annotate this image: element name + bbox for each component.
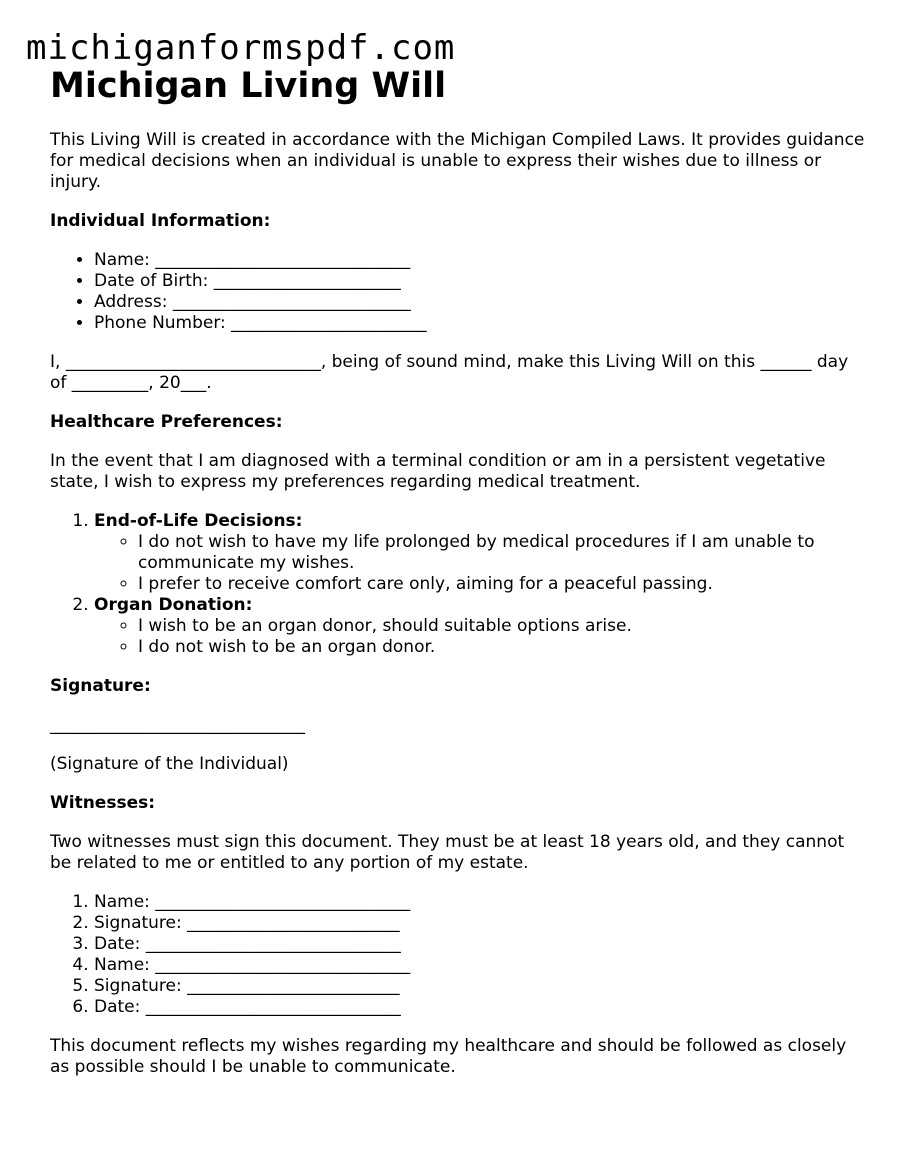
list-item: 6. Date: ______________________________	[94, 997, 865, 1018]
witnesses-paragraph: Two witnesses must sign this document. They must be at least 18 years old, and they cannot be related to me or entitled to any portion of my estate.	[50, 832, 845, 873]
list-item: 1. Name: ______________________________	[94, 892, 865, 913]
individual-info-heading: Individual Information:	[50, 211, 271, 231]
end-of-life-label: End-of-Life Decisions:	[94, 511, 303, 531]
list-item: • Address: ____________________________	[94, 292, 865, 313]
signature-heading: Signature:	[50, 676, 151, 696]
list-item	[94, 511, 865, 595]
end-of-life-options	[94, 532, 865, 595]
list-item: • Date of Birth: ______________________	[94, 271, 865, 292]
page-title: Michigan Living Will	[50, 66, 447, 106]
option-item: ◦ I wish to be an organ donor, should suitable options arise.	[138, 616, 865, 637]
option-item: ◦ I do not wish to be an organ donor.	[138, 637, 865, 658]
healthcare-heading: Healthcare Preferences:	[50, 412, 283, 432]
document-page	[50, 62, 865, 1078]
signature-caption: (Signature of the Individual)	[50, 754, 289, 774]
list-item: 2. Signature: _________________________	[94, 913, 865, 934]
list-item	[94, 595, 865, 658]
declaration-paragraph: I, ______________________________, being of sound mind, make this Living Will on this ______ day of _________, 20___.	[50, 352, 849, 393]
list-item: • Name: ______________________________	[94, 250, 865, 271]
closing-paragraph: This document reflects my wishes regarding my healthcare and should be followed as closely as possible should I be unable to communicate.	[50, 1036, 847, 1077]
organ-donation-label: Organ Donation:	[94, 595, 253, 615]
watermark: michiganformspdf.com	[26, 28, 456, 68]
option-item: ◦ I prefer to receive comfort care only, aiming for a peaceful passing.	[138, 574, 865, 595]
healthcare-preferences-list	[50, 511, 865, 658]
list-item: • Phone Number: _______________________	[94, 313, 865, 334]
organ-donation-options	[94, 616, 865, 658]
option-item: ◦ I do not wish to have my life prolonged by medical procedures if I am unable to communicate my wishes.	[138, 532, 865, 574]
list-item: 3. Date: ______________________________	[94, 934, 865, 955]
list-item: 4. Name: ______________________________	[94, 955, 865, 976]
witnesses-list	[50, 892, 865, 1018]
individual-info-list	[50, 250, 865, 334]
healthcare-paragraph: In the event that I am diagnosed with a terminal condition or am in a persistent vegetative state, I wish to express my preferences regarding medical treatment.	[50, 451, 826, 492]
witnesses-heading: Witnesses:	[50, 793, 156, 813]
list-item: 5. Signature: _________________________	[94, 976, 865, 997]
intro-paragraph: This Living Will is created in accordance with the Michigan Compiled Laws. It provides guidance for medical decisions when an individual is unable to express their wishes due to illness or injury.	[50, 130, 865, 192]
signature-line: ______________________________	[50, 715, 305, 735]
